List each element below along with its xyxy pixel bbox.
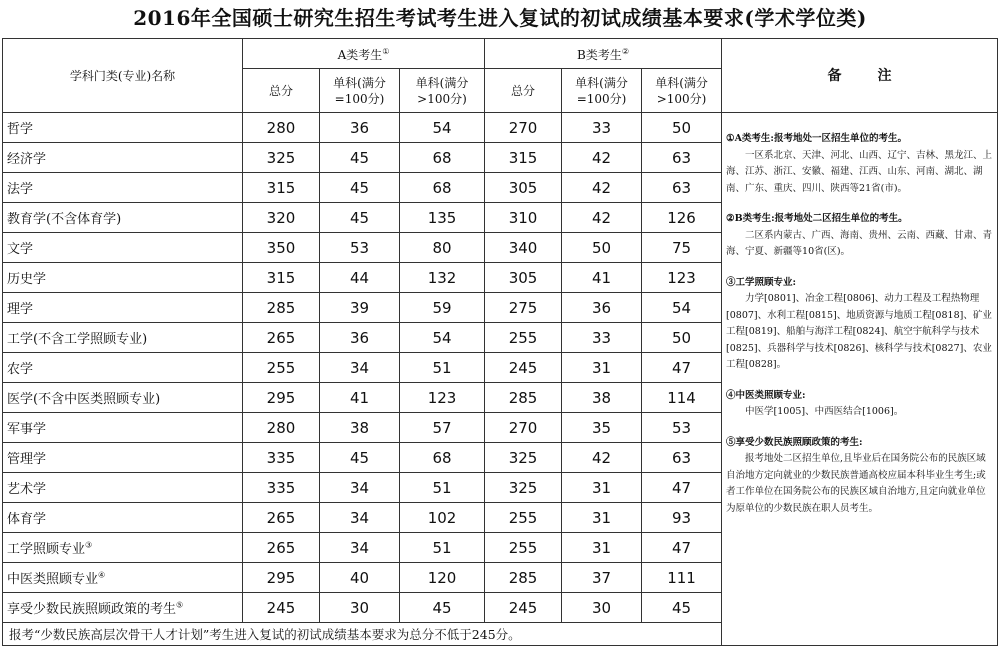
score-cell-a-single-100: 41 xyxy=(320,383,400,413)
score-cell-a-total: 315 xyxy=(243,263,320,293)
score-cell-b-single-gt100: 114 xyxy=(642,383,722,413)
score-cell-a-single-100: 53 xyxy=(320,233,400,263)
score-cell-b-single-100: 50 xyxy=(562,233,642,263)
score-cell-a-single-100: 39 xyxy=(320,293,400,323)
note-body: 二区系内蒙古、广西、海南、贵州、云南、西藏、甘肃、青海、宁夏、新疆等10省(区)。 xyxy=(726,229,993,257)
notes-header: 备注 xyxy=(722,39,998,113)
score-cell-a-single-gt100: 102 xyxy=(400,503,485,533)
subject-column-header: 学科门类(专业)名称 xyxy=(3,39,243,113)
subject-cell xyxy=(3,203,243,233)
note-body: 力学[0801]、冶金工程[0806]、动力工程及工程热物理[0807]、水利工程[0815]、地质资源与地质工程[0818]、矿业工程[0819]、船舶与海洋工程[0824]、航空宇航科学与技术[0825]、兵器科学与技术[0826]、核科学与技术[0827]、农业工程[0828]。 xyxy=(726,293,992,370)
score-cell-a-single-gt100: 54 xyxy=(400,323,485,353)
score-cell-a-single-gt100: 68 xyxy=(400,173,485,203)
subject-cell xyxy=(3,533,243,563)
score-cell-a-single-100: 30 xyxy=(320,593,400,623)
footer-note: 报考“少数民族高层次骨干人才计划”考生进入复试的初试成绩基本要求为总分不低于245分。 xyxy=(3,623,722,646)
score-cell-a-single-gt100: 68 xyxy=(400,443,485,473)
subject-cell xyxy=(3,413,243,443)
score-cell-b-single-100: 33 xyxy=(562,323,642,353)
score-cell-a-total: 265 xyxy=(243,323,320,353)
score-cell-b-total: 255 xyxy=(485,323,562,353)
score-cell-b-single-gt100: 123 xyxy=(642,263,722,293)
note-heading: ②B类考生:报考地处二区招生单位的考生。 xyxy=(726,213,908,224)
subject-name: 法学 xyxy=(7,182,34,197)
score-cell-a-total: 245 xyxy=(243,593,320,623)
subject-name: 享受少数民族照顾政策的考生 xyxy=(7,602,177,617)
score-cell-a-total: 280 xyxy=(243,113,320,143)
group-a-header xyxy=(243,39,485,69)
score-cell-b-single-gt100: 50 xyxy=(642,323,722,353)
score-cell-b-single-100: 42 xyxy=(562,203,642,233)
score-cell-b-single-100: 31 xyxy=(562,533,642,563)
score-cell-b-total: 285 xyxy=(485,563,562,593)
group-a-mark: ① xyxy=(382,47,390,56)
note-heading: ④中医类照顾专业: xyxy=(726,389,806,401)
score-cell-a-total: 320 xyxy=(243,203,320,233)
score-cell-a-single-100: 36 xyxy=(320,113,400,143)
table-row xyxy=(3,113,998,143)
score-cell-a-total: 265 xyxy=(243,533,320,563)
score-cell-b-total: 340 xyxy=(485,233,562,263)
score-cell-b-total: 305 xyxy=(485,173,562,203)
subject-cell xyxy=(3,593,243,623)
note-heading: ①A类考生:报考地处一区招生单位的考生。 xyxy=(726,133,907,144)
note-body: 报考地处二区招生单位,且毕业后在国务院公布的民族区域自治地方定向就业的少数民族普通高校应届本科毕业生考生;或者工作单位在国务院公布的民族区域自治地方,且定向就业单位为原单位的少数民族在职人员考生。 xyxy=(726,453,986,514)
footnote-mark: ④ xyxy=(98,570,106,580)
score-cell-b-single-gt100: 63 xyxy=(642,443,722,473)
score-cell-b-single-100: 42 xyxy=(562,173,642,203)
score-cell-a-single-100: 45 xyxy=(320,203,400,233)
score-cell-a-single-gt100: 68 xyxy=(400,143,485,173)
score-cell-b-single-gt100: 63 xyxy=(642,173,722,203)
subject-cell xyxy=(3,563,243,593)
note-heading: ③工学照顾专业: xyxy=(726,276,797,288)
score-cell-b-total: 255 xyxy=(485,503,562,533)
subject-name: 经济学 xyxy=(7,152,47,167)
score-cell-b-total: 305 xyxy=(485,263,562,293)
b-total-header: 总分 xyxy=(485,69,562,113)
score-cell-b-single-gt100: 45 xyxy=(642,593,722,623)
score-cell-a-single-gt100: 51 xyxy=(400,353,485,383)
subject-name: 农学 xyxy=(7,362,34,377)
b-single-gt100-header: 单科(满分>100分) xyxy=(642,69,722,113)
subject-cell xyxy=(3,263,243,293)
score-cell-a-single-gt100: 59 xyxy=(400,293,485,323)
score-cell-b-single-gt100: 54 xyxy=(642,293,722,323)
score-cell-b-single-100: 35 xyxy=(562,413,642,443)
score-cell-a-single-100: 44 xyxy=(320,263,400,293)
footnote-mark: ⑤ xyxy=(176,600,184,610)
group-a-label: A类考生 xyxy=(337,48,383,62)
score-cell-a-total: 265 xyxy=(243,503,320,533)
note-body: 中医学[1005]、中西医结合[1006]。 xyxy=(745,406,904,417)
score-cell-b-total: 270 xyxy=(485,113,562,143)
subject-cell xyxy=(3,113,243,143)
score-cell-b-total: 310 xyxy=(485,203,562,233)
score-cell-a-single-100: 45 xyxy=(320,143,400,173)
score-cell-b-single-gt100: 93 xyxy=(642,503,722,533)
score-cell-b-single-100: 30 xyxy=(562,593,642,623)
subject-cell xyxy=(3,353,243,383)
score-cell-a-single-gt100: 54 xyxy=(400,113,485,143)
subject-name: 理学 xyxy=(7,302,34,317)
score-cell-a-single-gt100: 132 xyxy=(400,263,485,293)
score-cell-a-single-100: 38 xyxy=(320,413,400,443)
score-cell-a-total: 335 xyxy=(243,443,320,473)
score-cell-b-single-100: 31 xyxy=(562,473,642,503)
subject-name: 医学(不含中医类照顾专业) xyxy=(7,392,161,407)
a-total-header: 总分 xyxy=(243,69,320,113)
score-cell-b-single-gt100: 53 xyxy=(642,413,722,443)
score-cell-a-single-gt100: 120 xyxy=(400,563,485,593)
group-b-mark: ② xyxy=(621,47,630,56)
group-b-header xyxy=(485,39,722,69)
score-cell-a-total: 280 xyxy=(243,413,320,443)
score-cell-a-single-100: 34 xyxy=(320,353,400,383)
note-item xyxy=(726,131,993,197)
note-body: 一区系北京、天津、河北、山西、辽宁、吉林、黑龙江、上海、江苏、浙江、安徽、福建、江西、山东、河南、湖北、湖南、广东、重庆、四川、陕西等21省(市)。 xyxy=(726,149,993,194)
score-cell-a-single-gt100: 135 xyxy=(400,203,485,233)
score-cell-a-single-gt100: 57 xyxy=(400,413,485,443)
a-single-100-header: 单科(满分=100分) xyxy=(320,69,400,113)
score-cell-a-single-100: 34 xyxy=(320,503,400,533)
score-cell-a-single-gt100: 80 xyxy=(400,233,485,263)
score-cell-a-single-gt100: 123 xyxy=(400,383,485,413)
a-single-gt100-header: 单科(满分>100分) xyxy=(400,69,485,113)
subject-name: 工学照顾专业 xyxy=(7,542,86,557)
score-cell-a-total: 350 xyxy=(243,233,320,263)
score-cell-a-total: 335 xyxy=(243,473,320,503)
score-cell-a-total: 255 xyxy=(243,353,320,383)
score-cell-a-total: 295 xyxy=(243,383,320,413)
score-cell-b-single-100: 36 xyxy=(562,293,642,323)
subject-name: 体育学 xyxy=(7,512,47,527)
score-cell-b-single-100: 38 xyxy=(562,383,642,413)
score-cell-b-total: 285 xyxy=(485,383,562,413)
score-cell-a-single-gt100: 51 xyxy=(400,533,485,563)
note-item xyxy=(726,275,993,374)
score-cell-a-single-100: 45 xyxy=(320,443,400,473)
note-item xyxy=(726,211,993,261)
group-b-label: B类考生 xyxy=(577,48,622,62)
score-cell-b-total: 315 xyxy=(485,143,562,173)
subject-name: 文学 xyxy=(7,242,34,257)
score-cell-a-total: 325 xyxy=(243,143,320,173)
subject-cell xyxy=(3,233,243,263)
score-cell-b-total: 270 xyxy=(485,413,562,443)
subject-cell xyxy=(3,173,243,203)
score-cell-b-total: 245 xyxy=(485,353,562,383)
score-cell-b-total: 255 xyxy=(485,533,562,563)
score-cell-b-single-100: 42 xyxy=(562,443,642,473)
subject-cell xyxy=(3,293,243,323)
score-cell-a-total: 295 xyxy=(243,563,320,593)
score-cell-a-single-gt100: 45 xyxy=(400,593,485,623)
subject-name: 工学(不含工学照顾专业) xyxy=(7,332,148,347)
subject-name: 管理学 xyxy=(7,452,47,467)
score-cell-b-total: 275 xyxy=(485,293,562,323)
subject-cell xyxy=(3,503,243,533)
score-cell-a-single-100: 34 xyxy=(320,533,400,563)
score-cell-b-single-gt100: 47 xyxy=(642,353,722,383)
subject-name: 历史学 xyxy=(7,272,47,287)
subject-name: 中医类照顾专业 xyxy=(7,572,99,587)
score-table xyxy=(2,38,998,646)
subject-cell xyxy=(3,143,243,173)
score-cell-b-single-100: 42 xyxy=(562,143,642,173)
note-item xyxy=(726,388,993,421)
score-cell-b-total: 245 xyxy=(485,593,562,623)
score-cell-a-total: 315 xyxy=(243,173,320,203)
note-heading: ⑤享受少数民族照顾政策的考生: xyxy=(726,436,863,448)
score-cell-a-single-100: 34 xyxy=(320,473,400,503)
footnote-mark: ③ xyxy=(85,540,93,550)
subject-name: 军事学 xyxy=(7,422,47,437)
note-item xyxy=(726,435,993,518)
score-cell-b-single-gt100: 111 xyxy=(642,563,722,593)
score-cell-b-single-100: 41 xyxy=(562,263,642,293)
score-cell-a-single-100: 45 xyxy=(320,173,400,203)
score-cell-b-single-gt100: 75 xyxy=(642,233,722,263)
score-cell-b-single-gt100: 63 xyxy=(642,143,722,173)
score-cell-b-single-100: 37 xyxy=(562,563,642,593)
score-cell-a-single-gt100: 51 xyxy=(400,473,485,503)
score-cell-a-single-100: 40 xyxy=(320,563,400,593)
score-cell-b-single-gt100: 50 xyxy=(642,113,722,143)
score-cell-b-single-100: 31 xyxy=(562,353,642,383)
page-title: 2016年全国硕士研究生招生考试考生进入复试的初试成绩基本要求(学术学位类) xyxy=(133,6,867,30)
score-cell-b-single-gt100: 47 xyxy=(642,533,722,563)
score-cell-b-single-gt100: 47 xyxy=(642,473,722,503)
subject-cell xyxy=(3,323,243,353)
subject-name: 哲学 xyxy=(7,122,34,137)
score-cell-b-single-gt100: 126 xyxy=(642,203,722,233)
b-single-100-header: 单科(满分=100分) xyxy=(562,69,642,113)
notes-cell xyxy=(722,113,998,646)
subject-cell xyxy=(3,473,243,503)
score-cell-b-single-100: 33 xyxy=(562,113,642,143)
subject-name: 艺术学 xyxy=(7,482,47,497)
score-cell-b-total: 325 xyxy=(485,473,562,503)
subject-name: 教育学(不含体育学) xyxy=(7,212,122,227)
score-cell-a-total: 285 xyxy=(243,293,320,323)
score-cell-a-single-100: 36 xyxy=(320,323,400,353)
score-cell-b-single-100: 31 xyxy=(562,503,642,533)
score-cell-b-total: 325 xyxy=(485,443,562,473)
subject-cell xyxy=(3,383,243,413)
subject-cell xyxy=(3,443,243,473)
